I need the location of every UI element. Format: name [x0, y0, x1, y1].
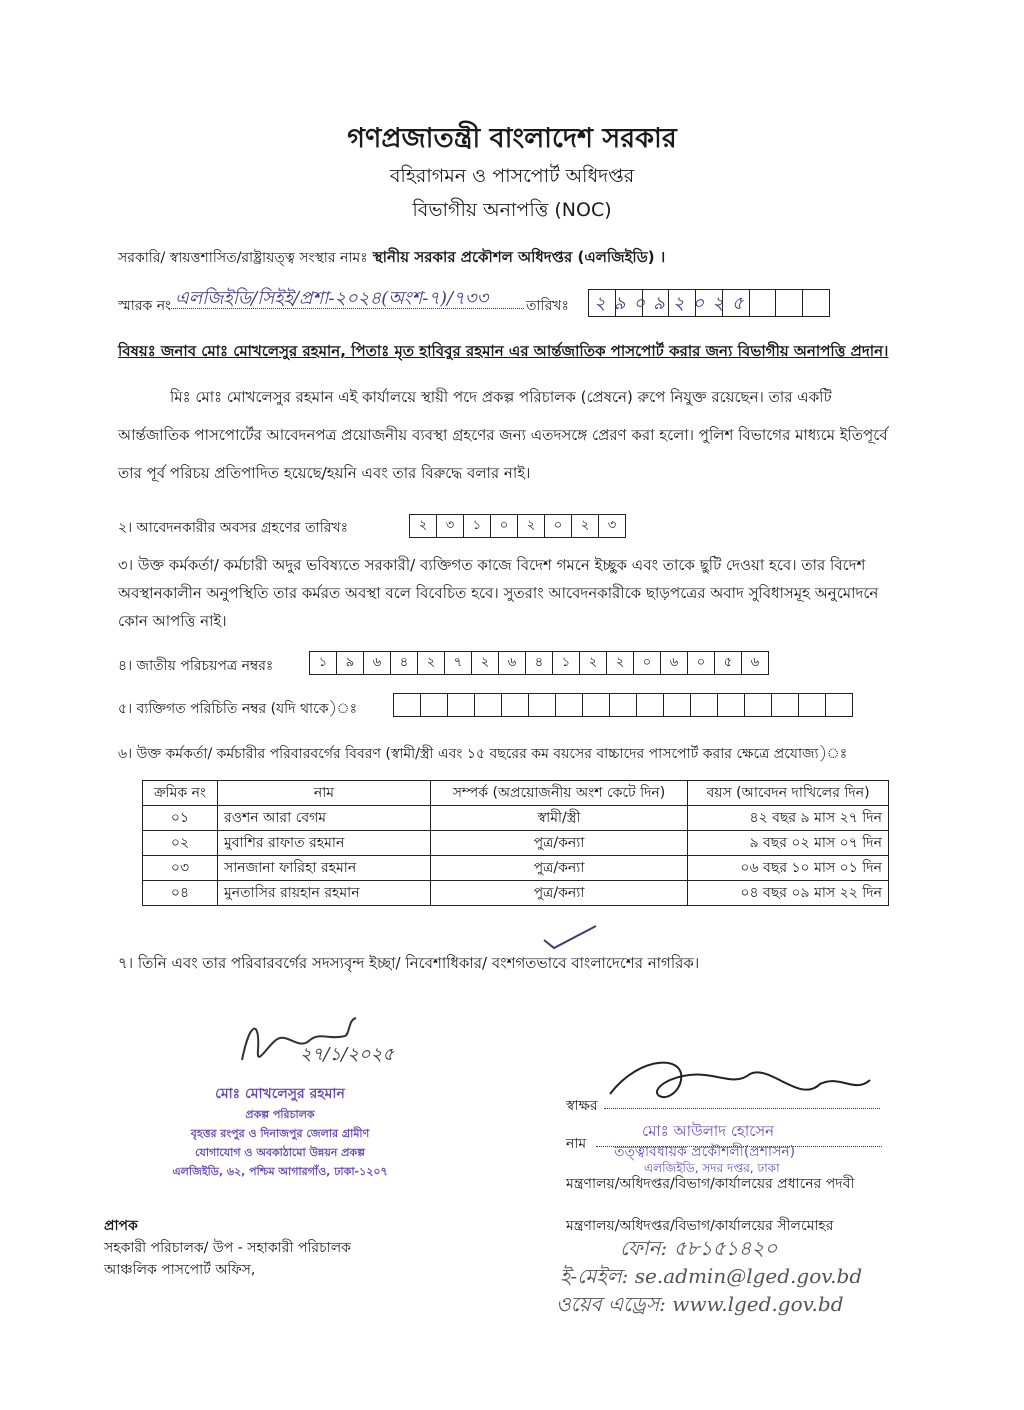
digit-box: ২ — [417, 651, 445, 675]
memo-underline — [168, 308, 524, 309]
checkmark-icon — [540, 922, 600, 952]
cell-age: ০৬ বছর ১০ মাস ০১ দিন — [688, 856, 889, 881]
col-serial: ক্রমিক নং — [143, 781, 218, 806]
digit-box: ০ — [687, 651, 715, 675]
digit-box: ৪ — [525, 651, 553, 675]
right-signature-icon — [600, 1044, 880, 1124]
digit-box: ৩ — [598, 514, 626, 538]
digit-box — [609, 693, 637, 717]
digit-box: ৫ — [714, 651, 742, 675]
name-label: নাম — [566, 1136, 587, 1152]
cell-serial: ০৪ — [143, 881, 218, 906]
cell-name: রওশন আরা বেগম — [218, 806, 431, 831]
digit-box: ১ — [552, 651, 580, 675]
document-type: বিভাগীয় অনাপত্তি (NOC) — [412, 199, 612, 221]
digit-box — [636, 693, 664, 717]
cell-age: ৪২ বছর ৯ মাস ২৭ দিন — [688, 806, 889, 831]
family-label: ৬। উক্ত কর্মকর্তা/ কর্মচারীর পরিবারবর্গের বিবরণ (স্বামী/স্ত্রী এবং ১৫ বছরের কম বয়সের বাচ্চাদের পাসপোর্ট করার ক্ষেত্রে প্রযোজ্য)ঃ — [118, 746, 848, 762]
cell-serial: ০৩ — [143, 856, 218, 881]
digit-box — [501, 693, 529, 717]
digit-box — [420, 693, 448, 717]
digit-box — [825, 693, 853, 717]
digit-box: ১ — [463, 514, 491, 538]
digit-box — [447, 693, 475, 717]
cell-serial: ০২ — [143, 831, 218, 856]
government-title: গণপ্রজাতন্ত্রী বাংলাদেশ সরকার — [347, 123, 677, 154]
table-row — [143, 831, 889, 856]
col-name: নাম — [218, 781, 431, 806]
digit-box — [555, 693, 583, 717]
cell-relation: পুত্র/কন্যা — [431, 856, 688, 881]
memo-date-value: ২৯০৯২০২৫ — [594, 293, 752, 314]
digit-box: ৬ — [741, 651, 769, 675]
web-handwritten: ওয়েব এড্রেস: www.lged.gov.bd — [556, 1292, 844, 1316]
stamp-project-line2: যোগাযোগ ও অবকাঠামো উন্নয়ন প্রকল্প — [195, 1146, 365, 1159]
digit-box: ০ — [633, 651, 661, 675]
digit-box: ৬ — [660, 651, 688, 675]
cell-age: ৯ বছর ০২ মাস ০৭ দিন — [688, 831, 889, 856]
digit-box: ২ — [409, 514, 437, 538]
digit-box: ২ — [471, 651, 499, 675]
table-row — [143, 856, 889, 881]
sign-label: স্বাক্ষর — [566, 1098, 598, 1114]
memo-label: স্মারক নং — [118, 298, 172, 314]
para1-line1: মিঃ মোঃ মোখলেসুর রহমান এই কার্যালয়ে স্থায়ী পদে প্রকল্প পরিচালক (প্রেষনে) রুপে নিযুক্ত রয়েছেন। তার একটি — [170, 388, 832, 406]
digit-box: ৩ — [436, 514, 464, 538]
left-stamp — [140, 1082, 420, 1182]
stamp-title: প্রকল্প পরিচালক — [245, 1108, 315, 1121]
signer-name: মোঃ আউলাদ হোসেন — [642, 1122, 775, 1140]
recipient-line2: আঞ্চলিক পাসপোর্ট অফিস, — [104, 1262, 256, 1278]
left-signature-date: ২৭/১/২০২৫ — [300, 1044, 395, 1065]
stamp-address: এলজিইডি, ৬২, পশ্চিম আগারগাঁও, ঢাকা-১২০৭ — [172, 1165, 388, 1178]
col-age: বয়স (আবেদন দাখিলের দিন) — [688, 781, 889, 806]
table-row — [143, 881, 889, 906]
item3-line1: ৩। উক্ত কর্মকর্তা/ কর্মচারী অদুর ভবিষ্যতে সরকারী/ ব্যক্তিগত কাজে বিদেশ গমনে ইচ্ছুক এবং তাকে ছুটি দেওয়া হবে। তার বিদেশ — [118, 556, 866, 574]
phone-handwritten: ফোন: ৫৮১৫১৪২০ — [620, 1236, 778, 1260]
subject-line — [118, 340, 888, 365]
item3-line3: কোন আপত্তি নাই। — [118, 612, 227, 630]
table-header-row — [143, 781, 889, 806]
digit-box: ০ — [544, 514, 572, 538]
seal-caption: মন্ত্রণালয়/অধিদপ্তর/বিভাগ/কার্যালয়ের সীলমোহর — [566, 1218, 834, 1234]
item3-line2: অবস্থানকালীন অনুপস্থিতি তার কর্মরত অবস্থা বলে বিবেচিত হবে। সুতরাং আবেদনকারীকে ছাড়পত্রের অবাদ সুবিধাসমূহ অনুমোদনে — [118, 584, 879, 602]
table-row — [143, 806, 889, 831]
cell-name: সানজানা ফারিহা রহমান — [218, 856, 431, 881]
col-relation: সম্পর্ক (অপ্রয়োজনীয় অংশ কেটে দিন) — [431, 781, 688, 806]
digit-box: ২ — [571, 514, 599, 538]
para1-line3: তার পূর্ব পরিচয় প্রতিপাদিত হয়েছে/হয়নি এবং তার বিরুদ্ধে বলার নাই। — [118, 464, 531, 482]
family-table — [142, 780, 889, 906]
personal-id-label: ৫। ব্যক্তিগত পরিচিতি নম্বর (যদি থাকে)ঃ — [118, 701, 358, 717]
citizenship-line: ৭। তিনি এবং তার পরিবারবর্গের সদস্যবৃন্দ ইচ্ছা/ নিবেশাধিকার/ বংশগতভাবে বাংলাদেশের নাগরিক। — [118, 954, 700, 972]
digit-box: ১ — [309, 651, 337, 675]
signer-office: এলজিইডি, সদর দপ্তর, ঢাকা — [644, 1161, 780, 1175]
cell-relation: পুত্র/কন্যা — [431, 831, 688, 856]
sign-dotted-line — [604, 1108, 880, 1109]
digit-box: ৪ — [390, 651, 418, 675]
digit-box: ৭ — [444, 651, 472, 675]
para1-line2: আর্ন্তজাতিক পাসপোর্টের আবেদনপত্র প্রয়োজনীয় ব্যবস্থা গ্রহণের জন্য এতদসঙ্গে প্রেরণ করা হলো। পুলিশ বিভাগের মাধ্যমে ইতিপূর্বে — [118, 426, 888, 444]
stamp-project-line1: বৃহত্তর রংপুর ও দিনাজপুর জেলার গ্রামীণ — [190, 1127, 370, 1140]
digit-box: ৬ — [363, 651, 391, 675]
personal-id-boxes — [394, 693, 853, 717]
retirement-date-label: ২। আবেদনকারীর অবসর গ্রহণের তারিখঃ — [118, 520, 349, 536]
digit-box: ০ — [490, 514, 518, 538]
digit-box — [690, 693, 718, 717]
cell-relation: স্বামী/স্ত্রী — [431, 806, 688, 831]
email-handwritten: ই-মেইল: se.admin@lged.gov.bd — [560, 1264, 863, 1288]
memo-number: এলজিইডি/সিইই/প্রশা-২০২৪(অংশ-৭)/৭৩৩ — [175, 288, 489, 309]
digit-box: ২ — [579, 651, 607, 675]
digit-box — [393, 693, 421, 717]
retirement-date-boxes — [410, 514, 626, 538]
nid-boxes — [310, 651, 769, 675]
cell-serial: ০১ — [143, 806, 218, 831]
digit-box — [717, 693, 745, 717]
digit-box: ২ — [606, 651, 634, 675]
digit-box: ৬ — [498, 651, 526, 675]
org-label: সরকারি/ স্বায়ত্তশাসিত/রাষ্ট্রায়ত্ত্ব সংস্থার নামঃ — [118, 250, 368, 266]
digit-box: ৯ — [336, 651, 364, 675]
subject-text: জনাব মোঃ মোখলেসুর রহমান, পিতাঃ মৃত হাবিবুর রহমান এর আর্ন্তজাতিক পাসপোর্ট করার জন্য বিভাগীয় অনাপত্তি প্রদান। — [160, 342, 889, 360]
cell-age: ০৪ বছর ০৯ মাস ২২ দিন — [688, 881, 889, 906]
org-line — [118, 246, 665, 271]
digit-box — [663, 693, 691, 717]
org-name: স্থানীয় সরকার প্রকৌশল অধিদপ্তর (এলজিইডি) । — [372, 248, 666, 266]
cell-name: মুবাশির রাফাত রহমান — [218, 831, 431, 856]
subject-label: বিষয়ঃ — [118, 342, 156, 360]
digit-box — [582, 693, 610, 717]
digit-box — [771, 693, 799, 717]
recipient-line1: সহকারী পরিচালক/ উপ - সহাকারী পরিচালক — [104, 1240, 351, 1256]
cell-relation: পুত্র/কন্যা — [431, 881, 688, 906]
digit-box — [744, 693, 772, 717]
signer-title: তত্ত্বাবধায়ক প্রকৌশলী(প্রশাসন) — [614, 1144, 796, 1160]
digit-box — [528, 693, 556, 717]
digit-box — [474, 693, 502, 717]
digit-box — [798, 693, 826, 717]
designation-caption: মন্ত্রণালয়/অধিদপ্তর/বিভাগ/কার্যালয়ের প্রধানের পদবী — [566, 1176, 855, 1192]
cell-name: মুনতাসির রায়হান রহমান — [218, 881, 431, 906]
nid-label: ৪। জাতীয় পরিচয়পত্র নম্বরঃ — [118, 658, 274, 674]
stamp-name: মোঃ মোখলেসুর রহমান — [215, 1086, 345, 1102]
department-name: বহিরাগমন ও পাসপোর্ট অধিদপ্তর — [389, 165, 635, 187]
digit-box: ২ — [517, 514, 545, 538]
memo-date-label: তারিখঃ — [526, 298, 569, 314]
recipient-label: প্রাপক — [104, 1218, 138, 1234]
